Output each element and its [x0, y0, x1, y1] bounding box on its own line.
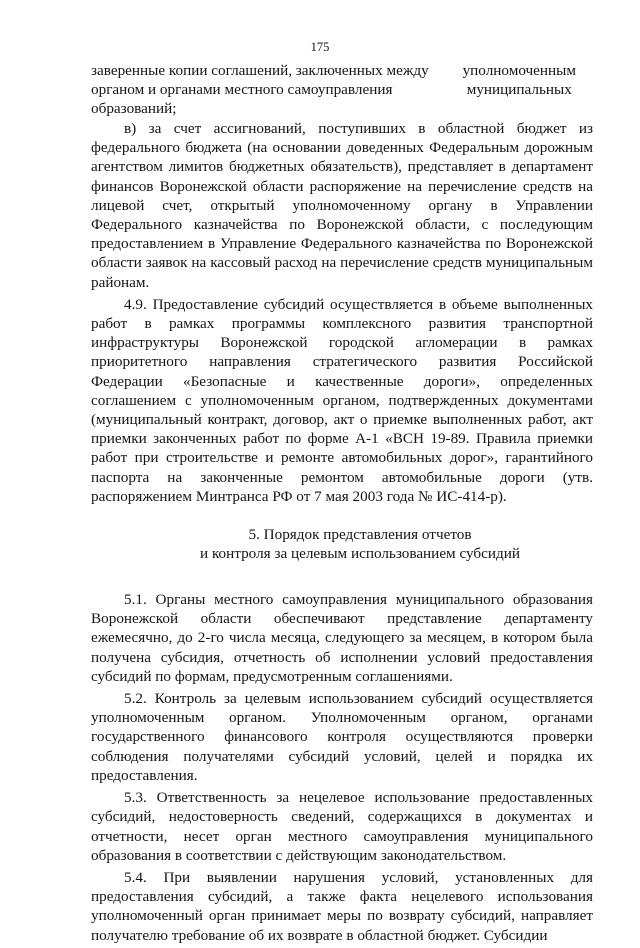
- continuation-block: [91, 61, 593, 119]
- paragraph-5-1: 5.1. Органы местного самоуправления муниципального образования Воронежской области обеспечивают представление департаменту ежемесячно, до 2-го числа месяца, следующего за месяцем, в котором была получена субсидия, отчетность об исполнении условий предоставления субсидий по формам, предусмотренным соглашениями.: [91, 591, 593, 685]
- paragraph-subitem-v: в) за счет ассигнований, поступивших в областной бюджет из федерального бюджета (на основании доведенных Федеральным дорожным агентством лимитов бюджетных обязательств), представляет в департамент финансов Воронежской области распоряжение на перечисление средств на лицевой счет, открытый уполномоченному органу в Управлении Федерального казначейства по Воронежской области, с последующим предоставлением в Управление Федерального казначейства по Воронежской области заявок на кассовый расход на перечисление средств муниципальным районам.: [91, 120, 593, 291]
- section-heading-line: 5. Порядок представления отчетов: [248, 526, 472, 544]
- paragraph-5-3: 5.3. Ответственность за нецелевое использование предоставленных субсидий, недостоверность сведений, содержащихся в документах и отчетности, несет орган местного самоуправления муниципального образования в соответствии с действующим законодательством.: [91, 789, 593, 864]
- section-heading: [91, 525, 593, 563]
- continuation-line: уполномоченным: [462, 62, 576, 79]
- continuation-line: органом и органами местного самоуправления: [91, 81, 393, 99]
- continuation-line: заверенные копии соглашений, заключенных между: [91, 62, 429, 79]
- paragraph-5-2: 5.2. Контроль за целевым использованием субсидий осуществляется уполномоченным органом. Уполномоченным органом, органами государственного финансового контроля осуществляются проверки соблюдения получателями субсидий условий, целей и порядка их предоставления.: [91, 690, 593, 784]
- document-body: [91, 119, 593, 948]
- paragraph-4-9: 4.9. Предоставление субсидий осуществляется в объеме выполненных работ в рамках программы комплексного развития транспортной инфраструктуры Воронежской городской агломерации в рамках приоритетного направления стратегического развития Российской Федерации «Безопасные и качественные дороги», определенных соглашением с уполномоченным органом, подтвержденных документами (муниципальный контракт, договор, акт о приемке выполненных работ, акт приемки законченных работ по форме А-1 «ВСН 19-89. Правила приемки работ при строительстве и ремонте автомобильных дорог», гарантийного паспорта на законченные ремонтом автомобильные дороги (утв. распоряжением Минтранса РФ от 7 мая 2003 года № ИС-414-р).: [91, 295, 593, 505]
- continuation-line: образований;: [91, 100, 177, 118]
- page-number: 175: [310, 40, 330, 54]
- continuation-line: муниципальных: [466, 81, 572, 99]
- section-heading-line: и контроля за целевым использованием субсидий: [200, 545, 520, 563]
- paragraph-5-4: 5.4. При выявлении нарушения условий, установленных для предоставления субсидий, а также факта нецелевого использования уполномоченный орган принимает меры по возврату субсидий, направляет получателю требование об их возврате в областной бюджет. Субсидии: [91, 868, 593, 944]
